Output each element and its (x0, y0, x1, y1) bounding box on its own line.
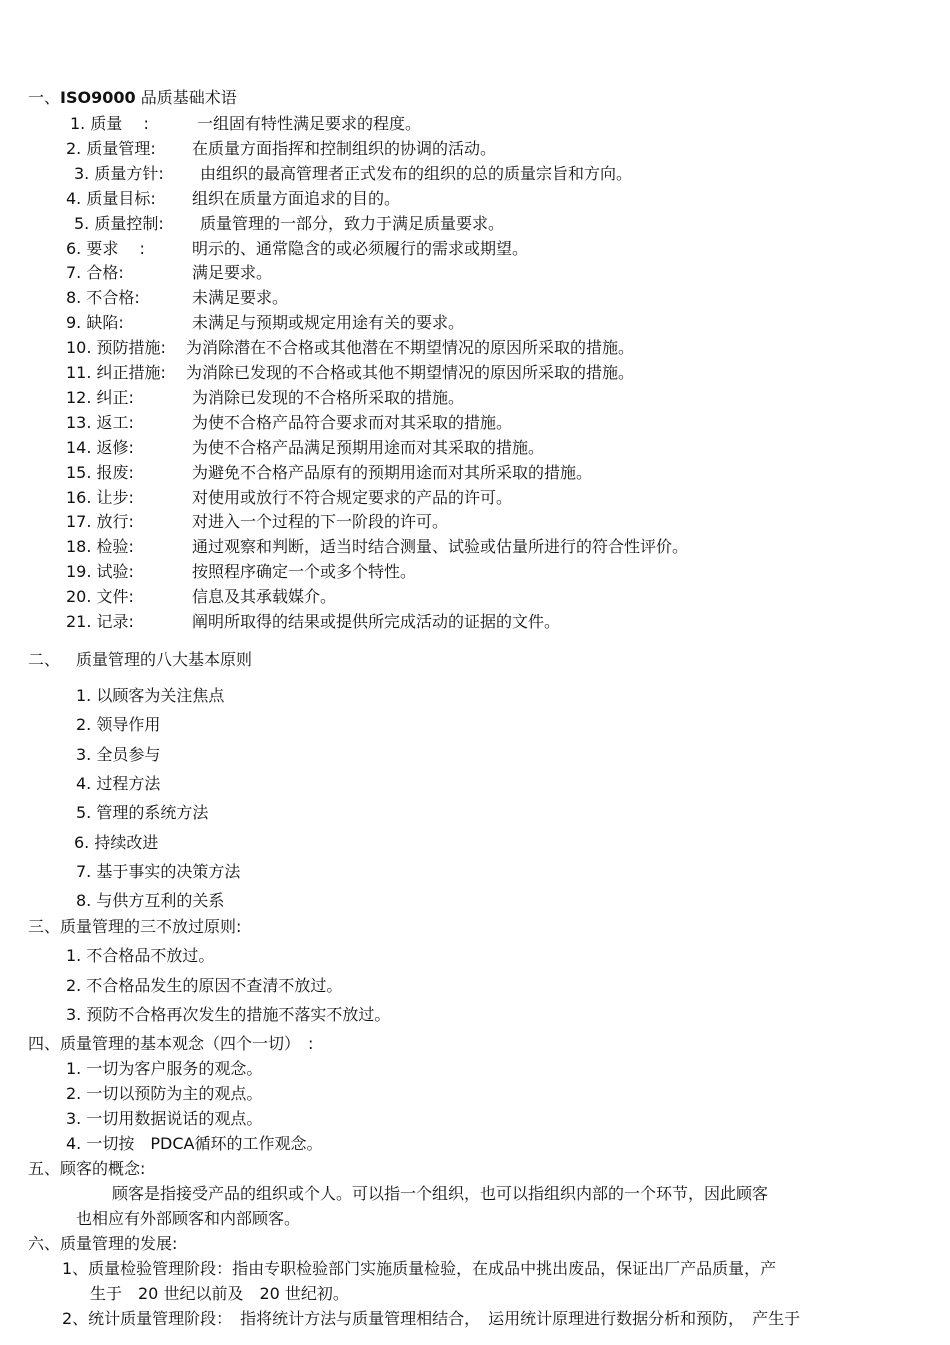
term-definition: 在质量方面指挥和控制组织的协调的活动。 (192, 138, 497, 158)
term-definition: 为使不合格产品满足预期用途而对其采取的措施。 (192, 437, 545, 457)
term-label: 8. 不合格: (66, 288, 140, 308)
list-item: 2. 一切以预防为主的观点。 (66, 1084, 263, 1103)
principle-item: 1. 以顾客为关注焦点 (76, 686, 225, 705)
term-definition: 通过观察和判断，适当时结合测量、试验或估量所进行的符合性评价。 (192, 537, 689, 557)
term-label: 4. 质量目标: (66, 188, 156, 208)
list-item: 4. 一切按 PDCA循环的工作观念。 (66, 1134, 323, 1153)
term-label: 11. 纠正措施: (66, 363, 166, 382)
term-definition: 阐明所取得的结果或提供所完成活动的证据的文件。 (192, 612, 561, 631)
section-2-number: 二、 (28, 650, 61, 669)
principle-item: 7. 基于事实的决策方法 (76, 861, 241, 881)
term-label: 9. 缺陷: (66, 313, 124, 333)
term-definition: 组织在质量方面追求的目的。 (192, 188, 401, 208)
term-label: 17. 放行: (66, 512, 134, 532)
term-label: 21. 记录: (66, 612, 134, 631)
term-definition: 一组固有特性满足要求的程度。 (197, 114, 422, 133)
term-definition: 满足要求。 (192, 263, 273, 283)
section-1-title-rest: 品质基础术语 (135, 88, 237, 107)
section-6-item-1-line-2: 生于 20 世纪以前及 20 世纪初。 (90, 1284, 349, 1303)
list-item: 1. 一切为客户服务的观念。 (66, 1059, 263, 1078)
term-definition: 为避免不合格产品原有的预期用途而对其所采取的措施。 (192, 462, 593, 482)
principle-item: 3. 全员参与 (76, 744, 161, 764)
term-definition: 未满足要求。 (192, 288, 289, 308)
term-label: 2. 质量管理: (66, 138, 156, 158)
section-2-title: 质量管理的八大基本原则 (76, 650, 253, 669)
principle-item: 2. 领导作用 (76, 715, 161, 735)
list-item: 1. 不合格品不放过。 (66, 946, 215, 965)
section-4-title: 四、质量管理的基本观念（四个一切） : (28, 1034, 314, 1053)
term-label: 15. 报废: (66, 462, 134, 482)
section-5-paragraph-line-2: 也相应有外部顾客和内部顾客。 (76, 1209, 301, 1228)
term-label: 10. 预防措施: (66, 338, 166, 358)
principle-item: 5. 管理的系统方法 (76, 803, 209, 823)
term-label: 1. 质量 : (70, 114, 149, 133)
term-label: 3. 质量方针: (74, 163, 164, 183)
term-definition: 为消除已发现的不合格或其他不期望情况的原因所采取的措施。 (186, 363, 635, 382)
term-label: 14. 返修: (66, 437, 134, 457)
term-definition: 为使不合格产品符合要求而对其采取的措施。 (192, 412, 513, 432)
term-definition: 对进入一个过程的下一阶段的许可。 (192, 512, 449, 532)
term-label: 6. 要求 : (66, 238, 145, 258)
list-item: 3. 预防不合格再次发生的措施不落实不放过。 (66, 1005, 391, 1024)
section-1-number: 一、 (28, 88, 61, 107)
principle-item: 4. 过程方法 (76, 773, 161, 793)
section-3-title: 三、质量管理的三不放过原则: (28, 917, 242, 936)
term-label: 13. 返工: (66, 412, 134, 432)
list-item: 3. 一切用数据说话的观点。 (66, 1109, 263, 1128)
list-item: 2. 不合格品发生的原因不查清不放过。 (66, 975, 343, 995)
section-1-title-bold: ISO9000 (60, 88, 136, 107)
principle-item: 8. 与供方互利的关系 (76, 891, 225, 911)
term-definition: 为消除已发现的不合格所采取的措施。 (192, 387, 465, 407)
term-label: 20. 文件: (66, 587, 134, 607)
term-label: 5. 质量控制: (74, 213, 164, 233)
term-definition: 未满足与预期或规定用途有关的要求。 (192, 313, 465, 333)
section-5-paragraph-line-1: 顾客是指接受产品的组织或个人。可以指一个组织，也可以指组织内部的一个环节，因此顾客 (112, 1184, 769, 1203)
section-6-item-1-line-1: 1、质量检验管理阶段：指由专职检验部门实施质量检验，在成品中挑出废品，保证出厂产品质量，产 (62, 1259, 777, 1278)
term-definition: 明示的、通常隐含的或必须履行的需求或期望。 (192, 238, 529, 258)
section-6-item-2-line-1: 2、统计质量管理阶段： 指将统计方法与质量管理相结合， 运用统计原理进行数据分析和预防， 产生于 (62, 1309, 801, 1328)
term-definition: 为消除潜在不合格或其他潜在不期望情况的原因所采取的措施。 (186, 338, 635, 358)
term-definition: 由组织的最高管理者正式发布的组织的总的质量宗旨和方向。 (200, 163, 633, 183)
section-1-heading (28, 86, 237, 110)
term-definition: 按照程序确定一个或多个特性。 (192, 562, 417, 582)
term-label: 18. 检验: (66, 537, 134, 557)
section-5-title: 五、顾客的概念: (28, 1159, 146, 1178)
term-definition: 质量管理的一部分，致力于满足质量要求。 (200, 213, 505, 233)
section-6-title: 六、质量管理的发展: (28, 1234, 178, 1253)
term-label: 19. 试验: (66, 562, 134, 582)
principle-item: 6. 持续改进 (74, 832, 159, 852)
term-label: 12. 纠正: (66, 387, 134, 407)
term-definition: 信息及其承载媒介。 (192, 587, 337, 607)
term-definition: 对使用或放行不符合规定要求的产品的许可。 (192, 487, 513, 507)
term-label: 7. 合格: (66, 263, 124, 283)
term-label: 16. 让步: (66, 487, 134, 507)
